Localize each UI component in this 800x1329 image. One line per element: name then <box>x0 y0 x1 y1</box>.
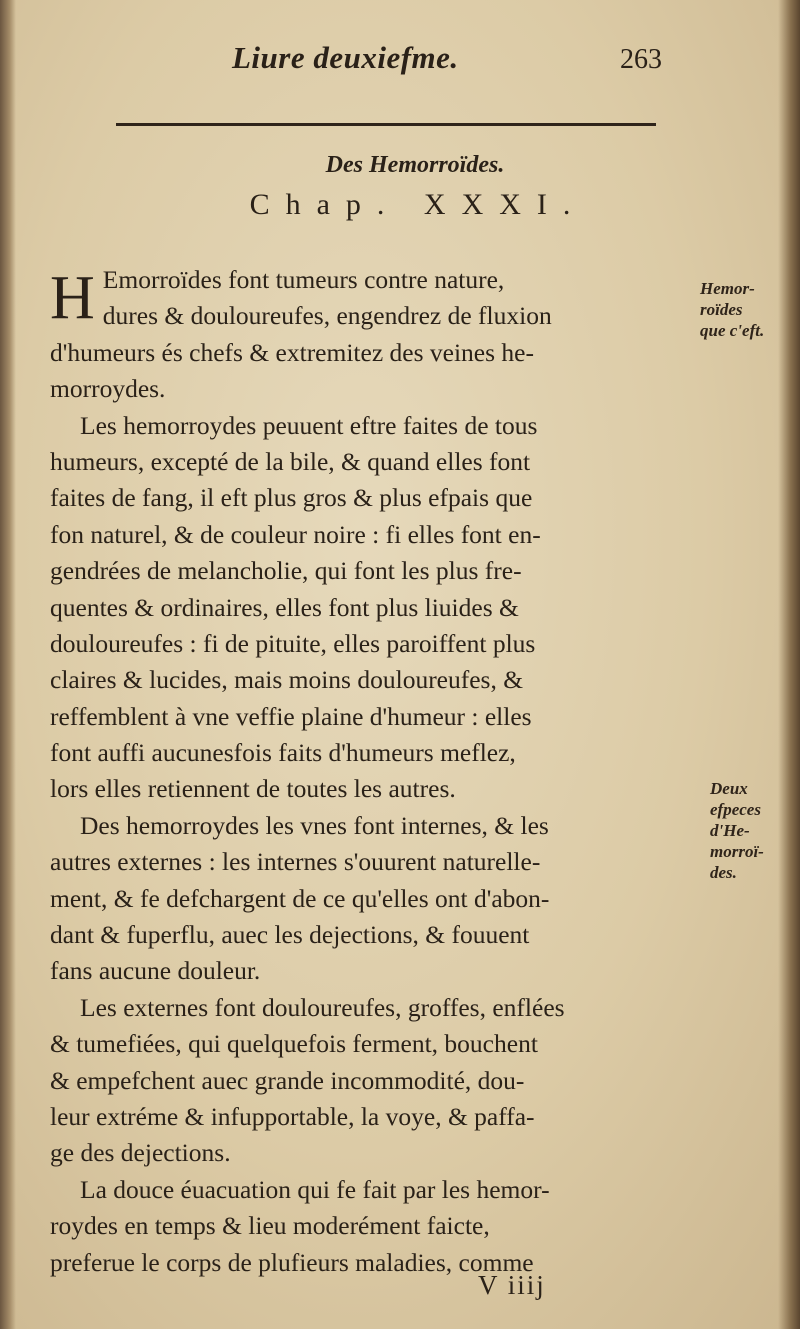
text-line: d'humeurs és chefs & extremitez des veines he- <box>50 337 534 367</box>
page-number: 263 <box>620 44 662 75</box>
text-line: leur extréme & infupportable, la voye, & paffa- <box>50 1101 535 1131</box>
chapter-heading: Chap. XXXI. <box>249 188 587 221</box>
running-head <box>0 40 800 90</box>
margin-note-definition <box>700 278 780 341</box>
text-line: fans aucune douleur. <box>50 956 261 986</box>
margin-note-two-kinds <box>710 778 790 883</box>
text-line: gendrées de melancholie, qui font les plus fre- <box>50 556 522 586</box>
running-title: Liure deuxiefme. <box>232 40 459 75</box>
margin-note-line: Hemor- <box>700 279 755 298</box>
text-line: dant & fuperflu, auec les dejections, & fouuent <box>50 920 530 950</box>
text-line: ment, & fe defchargent de ce qu'elles ont d'abon- <box>50 883 550 913</box>
text-line: claires & lucides, mais moins douloureufes, & <box>50 665 524 695</box>
text-line: faites de fang, il eft plus gros & plus efpais que <box>50 483 533 513</box>
text-line: dures & douloureufes, engendrez de fluxion <box>102 301 552 331</box>
margin-note-line: des. <box>710 863 737 882</box>
text-line: lors elles retiennent de toutes les autres. <box>50 774 456 804</box>
text-line: reffemblent à vne veffie plaine d'humeur : elles <box>50 701 532 731</box>
margin-note-line: efpeces <box>710 800 761 819</box>
text-line: La douce éuacuation qui fe fait par les hemor- <box>80 1174 550 1204</box>
text-line: fon naturel, & de couleur noire : fi elles font en- <box>50 519 541 549</box>
margin-note-line: d'He- <box>710 821 750 840</box>
text-line: preferue le corps de plufieurs maladies, comme <box>50 1247 534 1277</box>
signature-mark: V iiij <box>478 1270 546 1300</box>
header-rule <box>116 123 656 126</box>
text-line: Les hemorroydes peuuent eftre faites de tous <box>80 410 538 440</box>
margin-note-line: roïdes <box>700 300 743 319</box>
text-line: autres externes : les internes s'ouurent naturelle- <box>50 847 541 877</box>
text-line: & tumefiées, qui quelquefois ferment, bouchent <box>50 1029 538 1059</box>
text-line: Des hemorroydes les vnes font internes, & les <box>80 810 549 840</box>
body-text <box>50 262 690 1281</box>
text-line: Les externes font douloureufes, groffes, enflées <box>80 992 565 1022</box>
text-line: & empefchent auec grande incommodité, dou- <box>50 1065 525 1095</box>
drop-cap: H <box>50 264 95 332</box>
section-title: Des Hemorroïdes. <box>325 152 505 178</box>
text-line: douloureufes : fi de pituite, elles paroiffent plus <box>50 628 536 658</box>
text-line: font auffi aucunesfois faits d'humeurs meflez, <box>50 738 516 768</box>
text-line: morroydes. <box>50 374 166 404</box>
text-line: Emorroïdes font tumeurs contre nature, <box>102 265 505 294</box>
text-line: quentes & ordinaires, elles font plus liuides & <box>50 592 519 622</box>
margin-note-line: que c'eft. <box>700 321 765 340</box>
margin-note-line: Deux <box>710 779 748 798</box>
margin-note-line: morroï- <box>710 842 764 861</box>
text-line: roydes en temps & lieu moderément faicte, <box>50 1211 490 1241</box>
text-line: humeurs, excepté de la bile, & quand elles font <box>50 446 531 476</box>
text-line: ge des dejections. <box>50 1138 231 1168</box>
